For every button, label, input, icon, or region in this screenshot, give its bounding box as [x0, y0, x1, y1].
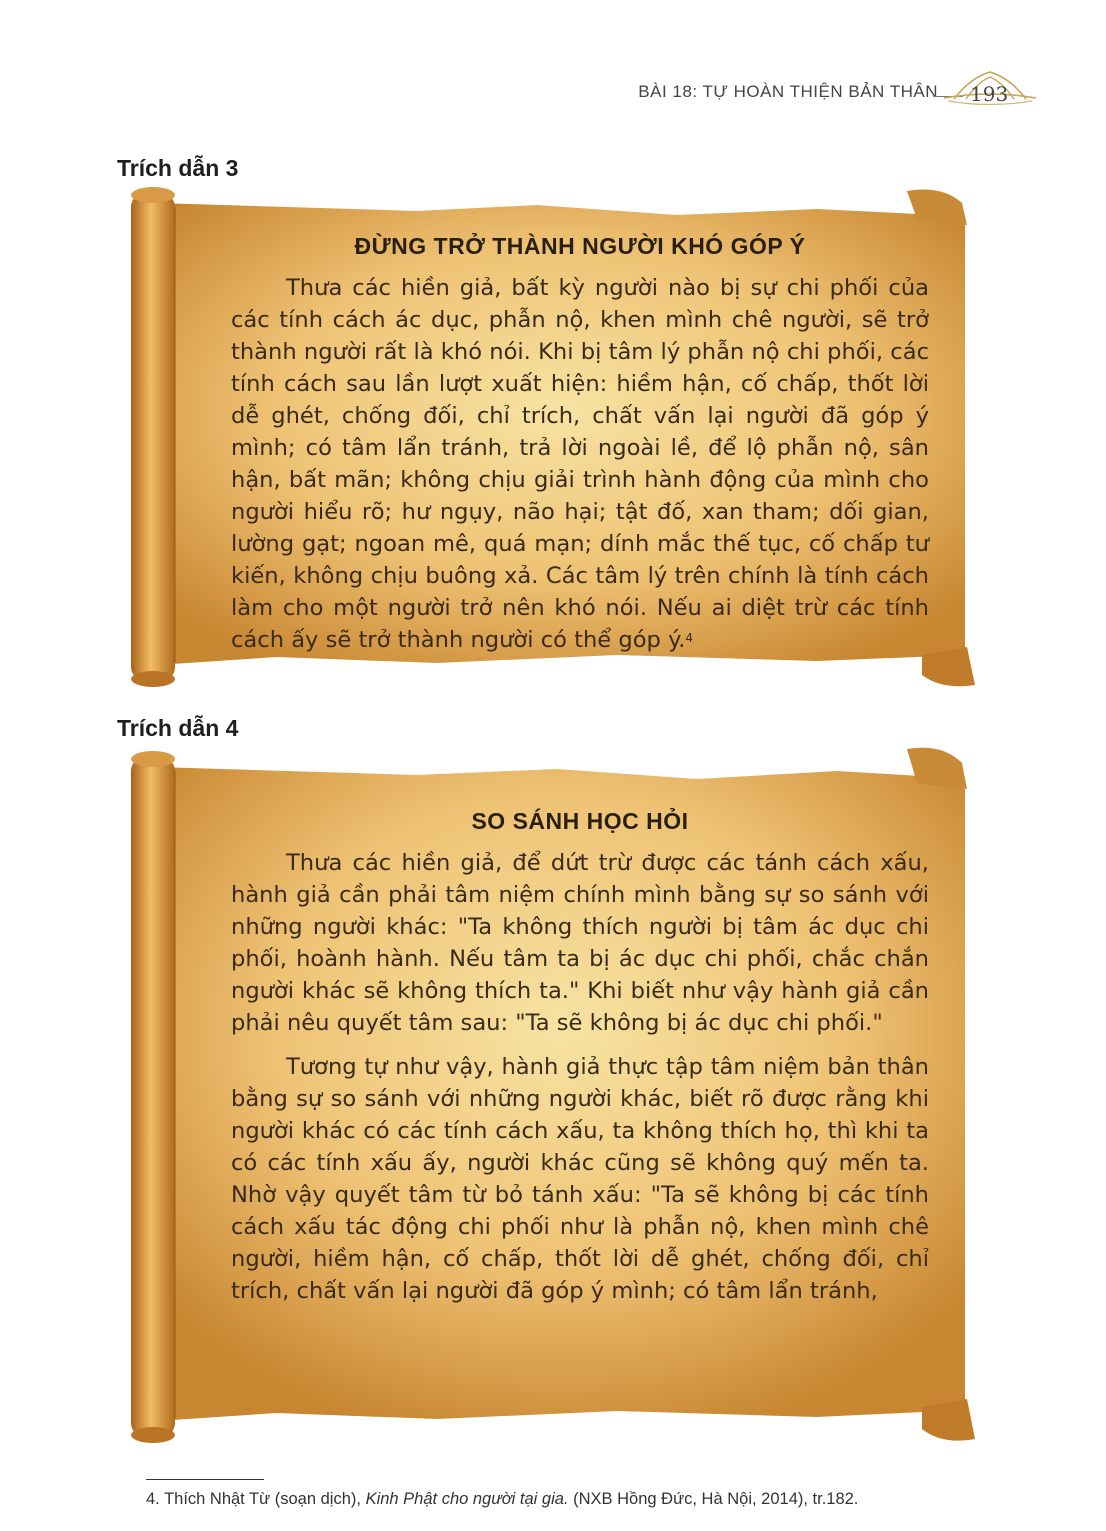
section-label-2: Trích dẫn 4 — [117, 715, 239, 741]
chapter-title: BÀI 18: TỰ HOÀN THIỆN BẢN THÂN — [638, 82, 938, 101]
page-number: 193 — [970, 82, 1009, 106]
scroll-paragraph: Thưa các hiền giả, bất kỳ người nào bị sự chi phối của các tính cách ác dục, phẫn nộ, khen mình chê người, sẽ trở thành người rất là khó nói. Khi bị tâm lý phẫn nộ chi phối, các tính cách sau lần lượt xuất hiện: hiềm hận, cố chấp, thốt lời dễ ghét, chống đối, chỉ trích, chất vấn lại người đã góp ý mình; có tâm lẩn tránh, trả lời ngoài lề, để lộ phẫn nộ, sân hận, bất mãn; không chịu giải trình hành động của mình cho người hiểu rõ; hư ngụy, não hại; tật đố, xan tham; dối gian, lường gạt; ngoan mê, quá mạn; dính mắc thế tục, cố chấp tư kiến, không chịu buông xả. Các tâm lý trên chính là tính cách làm cho một người trở nên khó nói. Nếu ai diệt trừ các tính cách ấy sẽ trở thành người có thể góp ý.$^4$ — [231, 275, 929, 653]
footnote-reference: 4 — [685, 631, 694, 645]
scroll-paragraph: Thưa các hiền giả, để dứt trừ được các tánh cách xấu, hành giả cần phải tâm niệm chính mình bằng sự so sánh với những người khác: "Ta không thích người bị tâm ác dục chi phối, hoành hành. Nếu tâm ta bị ác dục chi phối, chắc chắn người khác sẽ không thích ta." Khi biết như vậy hành giả cần phải nêu quyết tâm sau: "Ta sẽ không bị ác dục chi phối." — [231, 850, 929, 1036]
scroll-panel-1 — [117, 185, 992, 690]
scroll-title: SO SÁNH HỌC HỎI — [471, 808, 689, 834]
book-title: Kinh Phật cho người tại gia. — [365, 1490, 569, 1508]
footnote: 4. Thích Nhật Từ (soạn dịch), Kinh Phật cho người tại gia. (NXB Hồng Đức, Hà Nội, 2014), tr.182. — [146, 1490, 859, 1508]
scroll-panel-2 — [117, 745, 992, 1445]
scroll-content-1 — [231, 233, 929, 656]
scroll-title: ĐỪNG TRỞ THÀNH NGƯỜI KHÓ GÓP Ý — [354, 233, 806, 259]
scroll-content-2 — [231, 808, 929, 1307]
section-label-1: Trích dẫn 3 — [117, 155, 239, 181]
footnote-rule — [146, 1479, 264, 1480]
scroll-paragraph: Tương tự như vậy, hành giả thực tập tâm niệm bản thân bằng sự so sánh với những người khác, biết rõ được rằng khi người khác có các tính cách xấu, ta không thích họ, thì khi ta có các tính xấu ấy, người khác cũng sẽ không quý mến ta. Nhờ vậy quyết tâm từ bỏ tánh xấu: "Ta sẽ không bị các tính cách xấu tác động chi phối như là phẫn nộ, khen mình chê người, hiềm hận, cố chấp, thốt lời dễ ghét, chống đối, chỉ trích, chất vấn lại người đã góp ý mình; có tâm lẩn tránh, — [231, 1054, 929, 1304]
page-header — [0, 76, 1106, 116]
